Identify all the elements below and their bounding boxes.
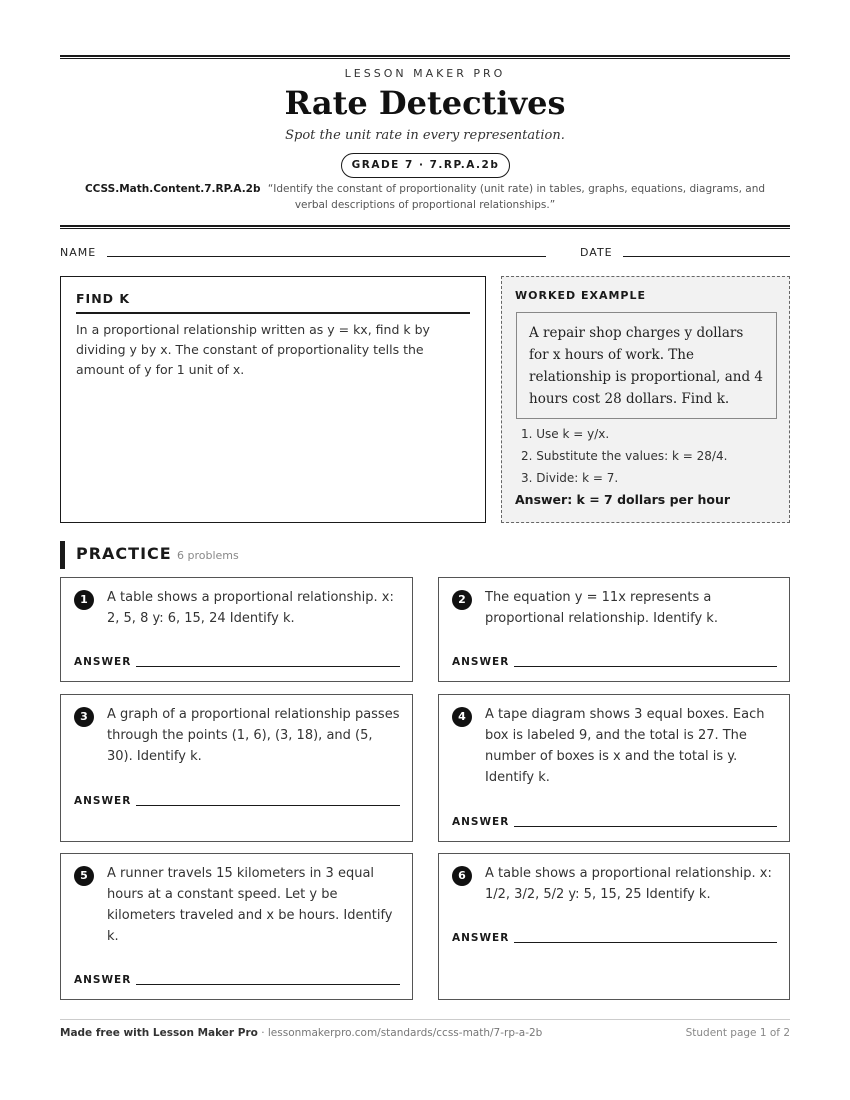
worksheet-page [60, 0, 790, 1100]
header-bottom-rule [60, 225, 790, 229]
problem-number: 5 [74, 866, 94, 886]
problem-text: A table shows a proportional relationship. x: 2, 5, 8 y: 6, 15, 24 Identify k. [107, 590, 394, 626]
standard-code: CCSS.Math.Content.7.RP.A.2b [84, 183, 261, 195]
practice-count: 6 problems [177, 549, 239, 562]
footer-url[interactable]: · lessonmakerpro.com/standards/ccss-math/7-rp-a-2b [257, 1027, 543, 1039]
grade-badge: GRADE 7 · 7.RP.A.2b [341, 153, 510, 178]
worked-example-steps [521, 423, 786, 489]
worksheet-title: Rate Detectives [284, 84, 566, 122]
find-k-body: In a proportional relationship written as y = kx, find k by dividing y by x. The constant of proportionality tells the amount of y for 1 unit of x. [76, 322, 430, 377]
date-field[interactable] [623, 256, 790, 257]
worked-example-title: WORKED EXAMPLE [515, 289, 646, 302]
answer-label: ANSWER [452, 816, 510, 828]
problem-card-3 [60, 694, 413, 842]
problem-number: 2 [452, 590, 472, 610]
name-label: NAME [60, 246, 97, 259]
find-k-rule [76, 312, 470, 314]
worksheet-subtitle: Spot the unit rate in every representation. [285, 128, 565, 143]
problem-number: 1 [74, 590, 94, 610]
worked-step: 3. Divide: k = 7. [521, 471, 619, 485]
worked-example-answer: Answer: k = 7 dollars per hour [515, 492, 731, 507]
name-field[interactable] [107, 256, 546, 257]
answer-label: ANSWER [74, 656, 132, 668]
brand-name: LESSON MAKER PRO [344, 67, 506, 80]
problem-card-1 [60, 577, 413, 682]
answer-field[interactable] [514, 826, 777, 827]
worked-example-problem: A repair shop charges y dollars for x hours of work. The relationship is proportional, and 4 hours cost 28 dollars. Find k. [516, 312, 777, 419]
practice-accent-bar [60, 541, 65, 569]
find-k-box [60, 276, 486, 523]
footer-made-with: Made free with Lesson Maker Pro [60, 1027, 258, 1039]
answer-label: ANSWER [452, 656, 510, 668]
answer-field[interactable] [136, 805, 400, 806]
problem-text: A graph of a proportional relationship passes through the points (1, 6), (3, 18), and (5, 30). Identify k. [107, 707, 400, 764]
find-k-title: FIND K [76, 291, 131, 306]
practice-title: PRACTICE [76, 544, 172, 563]
date-label: DATE [580, 246, 613, 259]
answer-field[interactable] [136, 984, 400, 985]
problem-card-2 [438, 577, 790, 682]
answer-field[interactable] [514, 942, 777, 943]
answer-label: ANSWER [452, 932, 510, 944]
problem-card-4 [438, 694, 790, 842]
answer-field[interactable] [514, 666, 777, 667]
answer-field[interactable] [136, 666, 400, 667]
problem-text: A table shows a proportional relationship. x: 1/2, 3/2, 5/2 y: 5, 15, 25 Identify k. [485, 866, 772, 902]
problem-number: 6 [452, 866, 472, 886]
problem-text: The equation y = 11x represents a proportional relationship. Identify k. [485, 590, 718, 626]
footer-credit [60, 1027, 542, 1039]
worked-step: 1. Use k = y/x. [521, 427, 610, 441]
footer-rule [60, 1019, 790, 1020]
answer-label: ANSWER [74, 974, 132, 986]
problem-card-5 [60, 853, 413, 1000]
answer-label: ANSWER [74, 795, 132, 807]
footer-page-number: Student page 1 of 2 [685, 1027, 790, 1039]
standard-text: “Identify the constant of proportionality (unit rate) in tables, graphs, equations, diagrams, and verbal descriptions of proportional relationships.” [267, 183, 766, 211]
worked-example-box [501, 276, 790, 523]
problem-text: A tape diagram shows 3 equal boxes. Each box is labeled 9, and the total is 27. The number of boxes is x and the total is y. Identify k. [485, 707, 765, 785]
problem-number: 3 [74, 707, 94, 727]
header-top-rule [60, 55, 790, 59]
standard-description [80, 181, 770, 213]
problem-number: 4 [452, 707, 472, 727]
worked-step: 2. Substitute the values: k = 28/4. [521, 449, 728, 463]
problem-card-6 [438, 853, 790, 1000]
problem-text: A runner travels 15 kilometers in 3 equal hours at a constant speed. Let y be kilometers traveled and x be hours. Identify k. [107, 866, 393, 944]
